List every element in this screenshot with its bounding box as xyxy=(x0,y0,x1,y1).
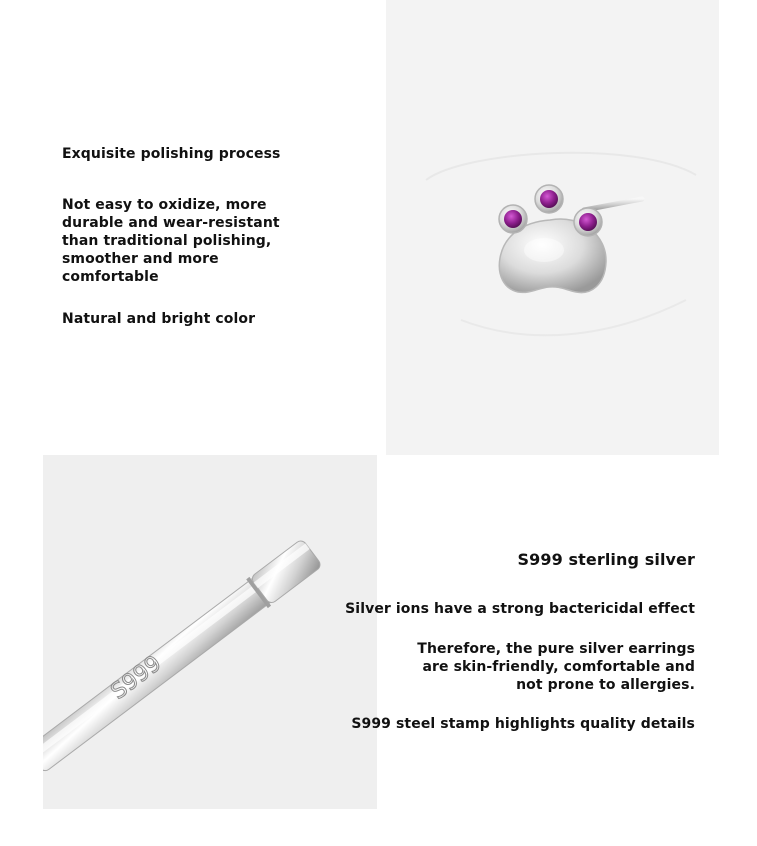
description-line: not prone to allergies. xyxy=(516,677,695,693)
description-line: comfortable xyxy=(62,269,159,285)
polishing-description xyxy=(62,196,280,286)
description-line: Therefore, the pure silver earrings xyxy=(417,641,695,657)
earring-photo xyxy=(386,0,719,455)
earring-post-illustration xyxy=(43,455,377,809)
description-line: Not easy to oxidize, more xyxy=(62,197,267,213)
color-note: Natural and bright color xyxy=(62,311,256,327)
s999-stamp: S999 xyxy=(106,651,167,705)
description-line: than traditional polishing, xyxy=(62,233,272,249)
paw-earring-illustration xyxy=(386,0,719,455)
stamp-note: S999 steel stamp highlights quality details xyxy=(351,716,695,732)
polishing-heading: Exquisite polishing process xyxy=(62,146,281,162)
description-line: durable and wear-resistant xyxy=(62,215,280,231)
description-line: smoother and more xyxy=(62,251,219,267)
post-closeup-photo xyxy=(43,455,377,809)
silver-heading: S999 sterling silver xyxy=(517,550,695,569)
allergy-description xyxy=(417,640,695,694)
description-line: are skin-friendly, comfortable and xyxy=(422,659,695,675)
bactericidal-note: Silver ions have a strong bactericidal effect xyxy=(345,601,695,617)
